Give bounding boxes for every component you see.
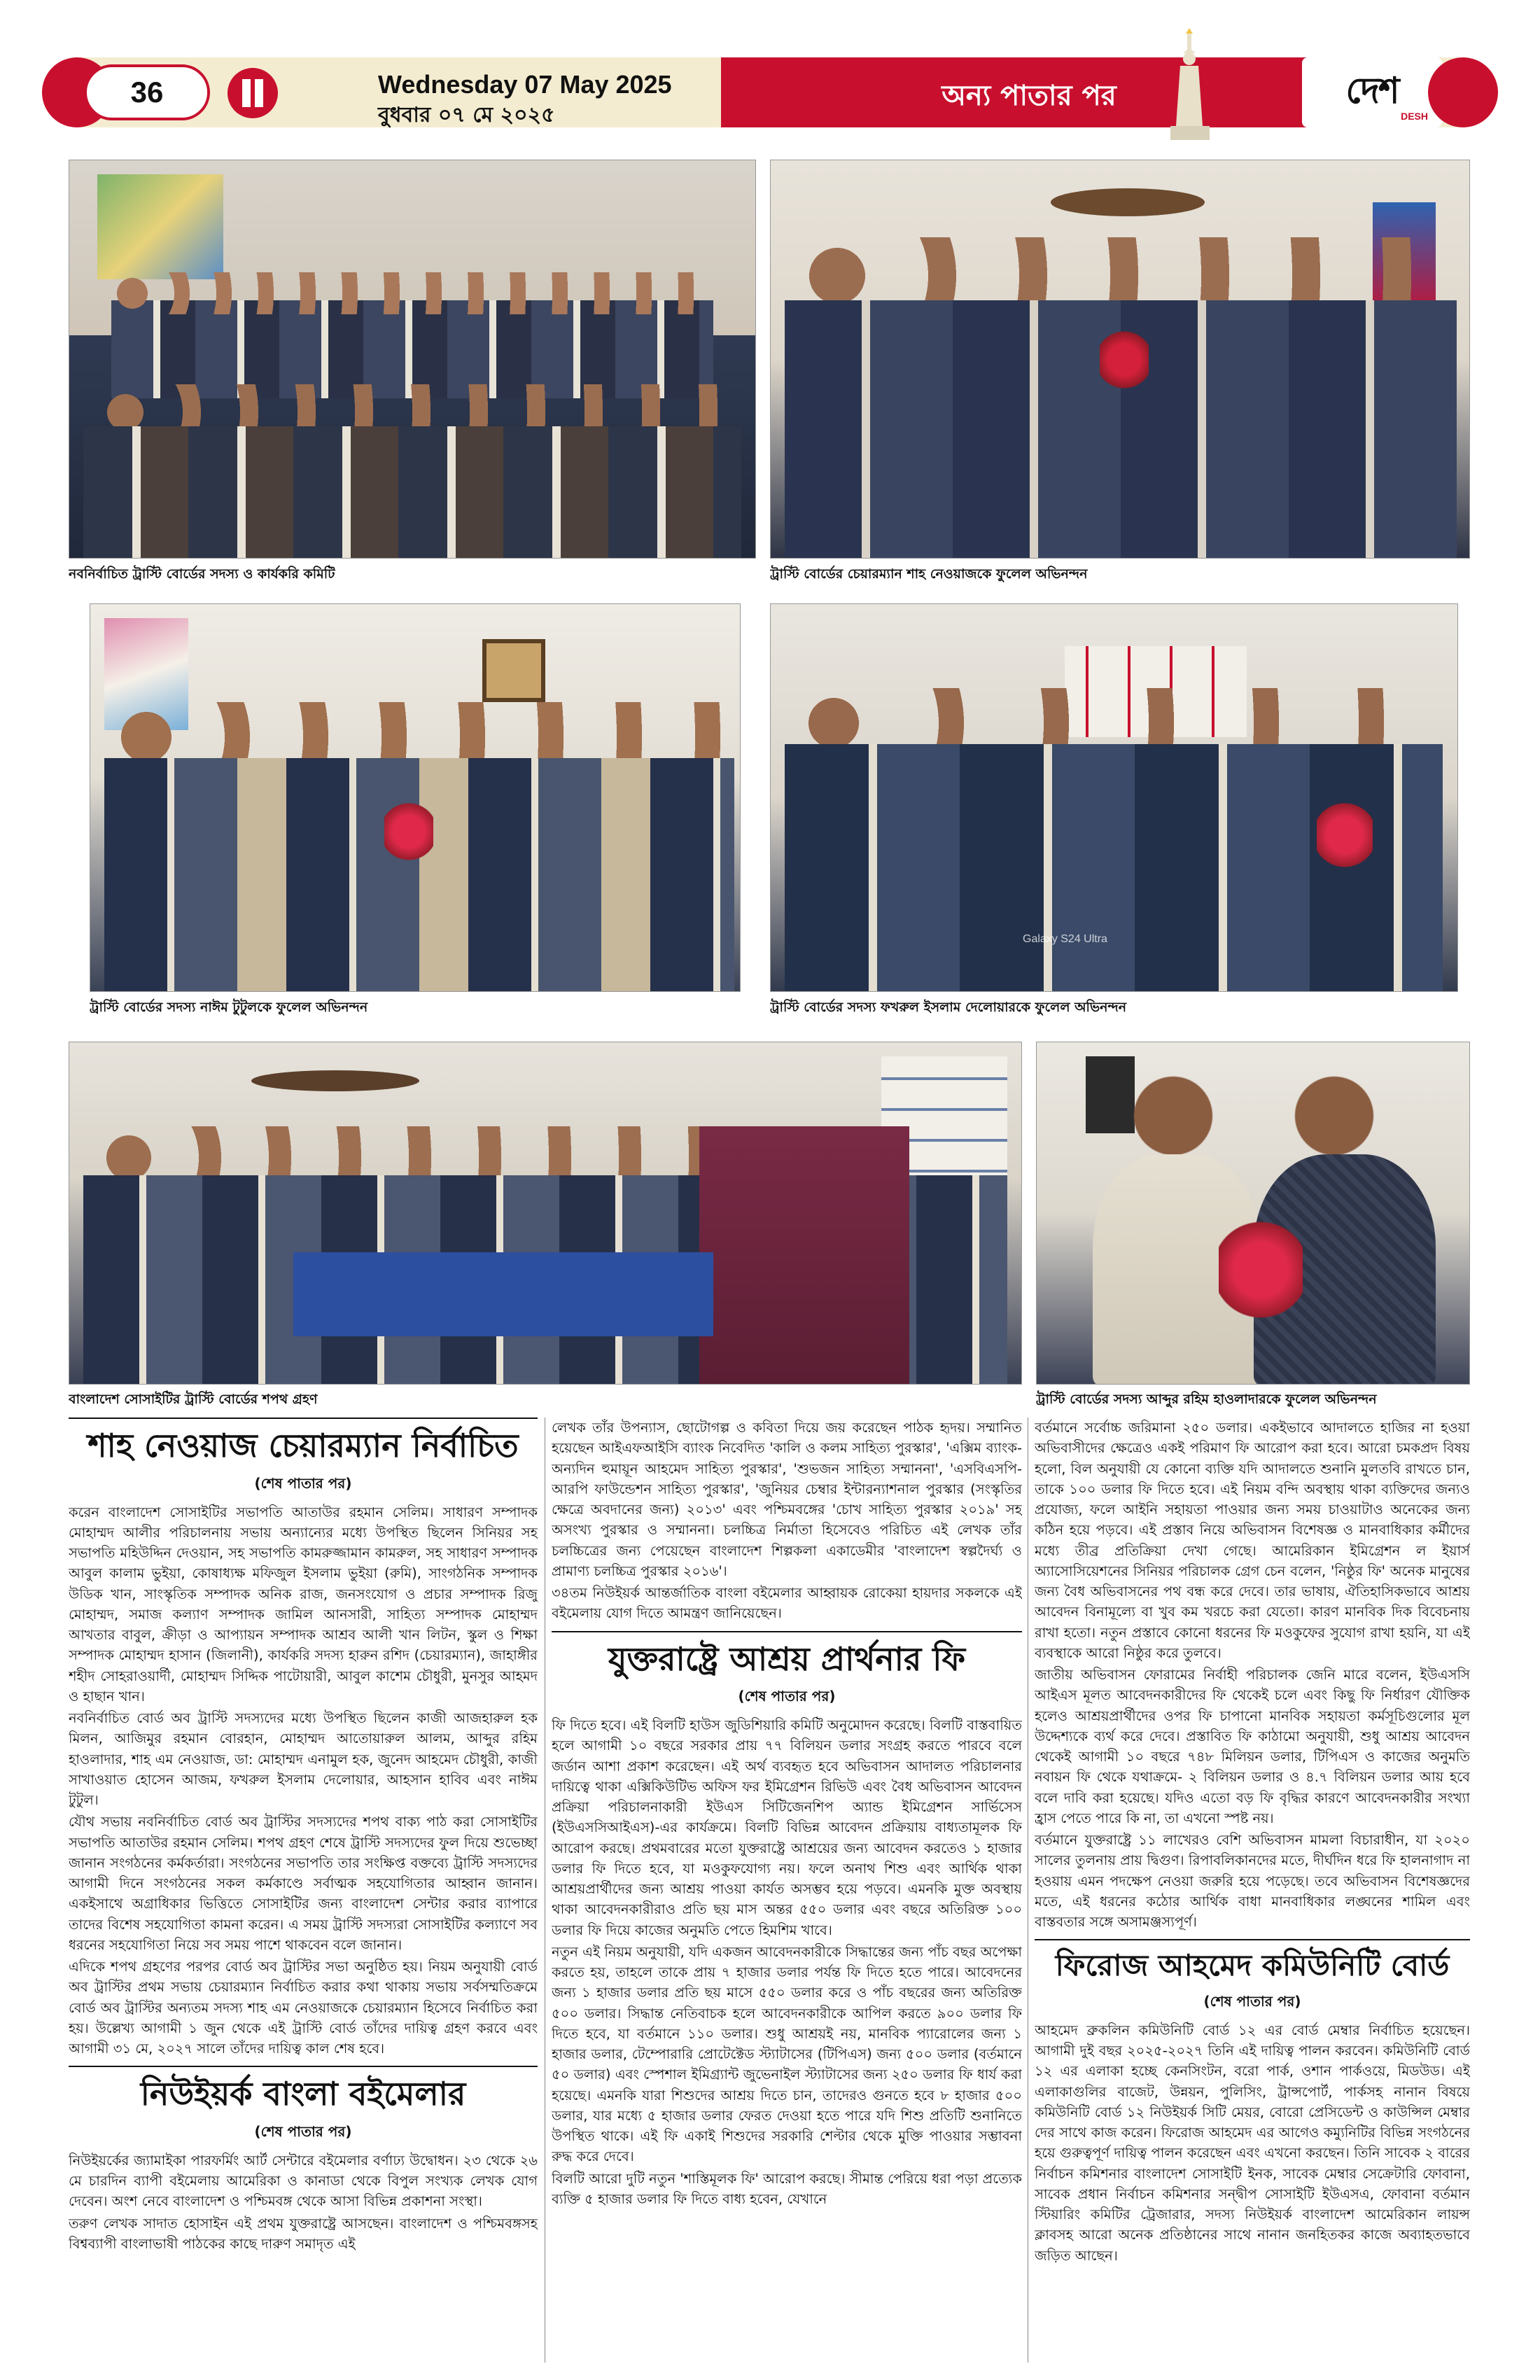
statue-of-liberty-icon [1155, 28, 1225, 140]
masthead [0, 0, 1540, 140]
article-body-continued [552, 1418, 1022, 1624]
article-paragraph: তরুণ লেখক সাদাত হোসাইন এই প্রথম যুক্তরাষ্ট্রে আসছেন। বাংলাদেশ ও পশ্চিমবঙ্গসহ বিশ্বব্যাপী বাংলাভাষী পাঠকের কাছে দারুণ সমাদৃত এই [69, 2215, 538, 2252]
brand-emblem-icon [227, 68, 278, 118]
photo-caption: ট্রাস্টি বোর্ডের চেয়ারম্যান শাহ নেওয়াজকে ফুলেল অভিনন্দন [770, 566, 1088, 582]
article-shah-newaz [69, 1418, 538, 2059]
section-title: অন্য পাতার পর [941, 80, 1116, 112]
photo-caption: বাংলাদেশ সোসাইটির ট্রাস্টি বোর্ডের শপথ গ্রহণ [69, 1392, 318, 1407]
article-paragraph: বিলটি আরো দুটি নতুন 'শাস্তিমূলক ফি' আরোপ করছে। সীমান্ত পেরিয়ে ধরা পড়া প্রত্যেক ব্যক্তি ৫ হাজার ডলার ফি দিতে বাধ্য হবেন, যেখানে [552, 2170, 1022, 2207]
article-paragraph: বর্তমানে যুক্তরাষ্ট্রে ১১ লাখেরও বেশি অভিবাসন মামলা বিচারাধীন, যা ২০২০ সালের তুলনায় প্রায় দ্বিগুণ। রিপাবলিকানদের মতে, দীর্ঘদিন ধরে ফি হালনাগাদ না হওয়ায় এমন পদক্ষেপ নেওয়া জরুরি হয়ে পড়েছে। তবে অভিবাসন বিশেষজ্ঞদের মতে, এই ধরনের কঠোর আর্থিক বাধা মানবাধিকার লঙ্ঘনের শামিল এবং বাস্তবতার সঙ্গে অসামঞ্জস্যপূর্ণ। [1035, 1832, 1470, 1930]
photo-caption: ট্রাস্টি বোর্ডের সদস্য ফখরুল ইসলাম দেলোয়ারকে ফুলেল অভিনন্দন [770, 1000, 1127, 1015]
article-headline: শাহ নেওয়াজ চেয়ারম্যান নির্বাচিত [88, 1427, 519, 1464]
photo-chairman-flowers [770, 160, 1470, 559]
page-number: 36 [84, 64, 210, 120]
article-headline: নিউইয়র্ক বাংলা বইমেলার [140, 2075, 466, 2113]
article-paragraph: করেন বাংলাদেশ সোসাইটির সভাপতি আতাউর রহমান সেলিম। সাধারণ সম্পাদক মোহাম্মদ আলীর পরিচালনায় সভায় অন্যান্যের মধ্যে উপস্থিত ছিলেন সিনিয়র সহ সভাপতি মহিউদ্দিন দেওয়ান, সহ সভাপতি কামরুজ্জামান কামরুল, সহ সাধারণ সম্পাদক আবুল কালাম ভুইয়া, কোষাধ্যক্ষ মফিজুল ইসলাম ভুইয়া (রুমি), সাংগঠনিক সম্পাদক উডিক খান, সাংস্কৃতিক সম্পাদক অনিক রাজ, জনসংযোগ ও প্রচার সম্পাদক রিজু মোহাম্মদ, সমাজ কল্যাণ সম্পাদক জামিল আনসারী, সাহিত্য সম্পাদক মোহাম্মদ আখতার বাবুল, ক্রীড়া ও আপ্যায়ন সম্পাদক আশ্রব আলী খান লিটন, স্কুল ও শিক্ষা সম্পাদক মোহাম্মদ হাসান (জিলানী), কার্যকরি সদস্য হারুন রশিদ (চেয়ারম্যান), জাহাঙ্গীর শহীদ সোহরাওয়ার্দী, মোহাম্মদ সিদ্দিক পাটোয়ারী, আবুল কাশেম চৌধুরী, মুনসুর আহমদ ও হাছান খান। [69, 1504, 538, 1704]
column-2 [552, 1418, 1022, 2362]
article-body-continued [1035, 1418, 1470, 1932]
article-paragraph: নিউইয়র্কের জ্যামাইকা পারফর্মিং আর্ট সেন্টারে বইমেলার বর্ণাঢ্য উদ্বোধন। ২৩ থেকে ২৬ মে চারদিন ব্যাপী বইমেলায় আমেরিকা ও কানাডা থেকে বিপুল সংখ্যক লেখক যোগ দেবেন। অংশ নেবে বাংলাদেশ ও পশ্চিমবঙ্গ থেকে আসা বিভিন্ন প্রকাশনা সংস্থা। [69, 2152, 538, 2210]
photo-fakhrul-islam-flowers [770, 603, 1458, 992]
masthead-right-cap [1428, 57, 1498, 127]
article-body [69, 1502, 538, 2059]
logo-subtext: DESH [1401, 111, 1428, 122]
article-body [1035, 2020, 1470, 2266]
article-body [69, 2150, 538, 2254]
article-paragraph: নবনির্বাচিত বোর্ড অব ট্রাস্টি সদস্যদের মধ্যে উপস্থিত ছিলেন কাজী আজহারুল হক মিলন, আজিমুর রহমান বোরহান, মোহাম্মদ আতোয়ারুল আলম, আব্দুর রহিম হাওলাদার, শাহ এম নেওয়াজ, ডা: মোহাম্মদ এনামুল হক, জুনেদ আহমেদ চৌধুরী, কাজী সাখাওয়াত হোসেন আজম, ফখরুল ইসলাম দেলোয়ার, আহসান হাবিব এবং নাঈম টুটুল। [69, 1710, 538, 1808]
article-continuation-note: (শেষ পাতার পর) [254, 1474, 352, 1492]
article-paragraph: যৌথ সভায় নবনির্বাচিত বোর্ড অব ট্রাস্টির সদস্যদের শপথ বাক্য পাঠ করা সোসাইটির সভাপতি আতাউর রহমান সেলিম। শপথ গ্রহণ শেষে ট্রাস্টি সদস্যদের ফুল দিয়ে শুভেচ্ছা জানান সংগঠনের কর্মকর্তারা। সংগঠনের সভাপতি তার সংক্ষিপ্ত বক্তব্যে ট্রাস্টি সদস্যদের আগামী দিনে সংগঠনের সকল কর্মকাণ্ডে সর্বাত্মক সহযোগিতার আহ্বান জানান। একইসাথে অগ্রাধিকার ভিত্তিতে সোসাইটির জন্য বাংলাদেশ সেন্টার করার ব্যাপারে তাদের বিশেষ সহযোগিতা কামনা করেন। এ সময় ট্রাস্টি সদস্যরা সোসাইটির কল্যাণে সব ধরনের সহযোগিতা নিয়ে সব সময় পাশে থাকবেন বলে জানান। [69, 1814, 538, 1953]
article-headline: যুক্তরাষ্ট্রে আশ্রয় প্রার্থনার ফি [608, 1639, 966, 1678]
photo-oath-ceremony [69, 1042, 1022, 1385]
photo-group-committee [69, 160, 756, 559]
article-paragraph: ফি দিতে হবে। এই বিলটি হাউস জুডিশিয়ারি কমিটি অনুমোদন করেছে। বিলটি বাস্তবায়িত হলে আগামী ১০ বছরে সরকার প্রায় ৭৭ বিলিয়ন ডলার সংগ্রহ করতে পারবে বলে জর্ডান আশা প্রকাশ করেছেন। এই অর্থ ব্যবহৃত হবে অভিবাসন আদালত পরিচালনার দায়িত্বে থাকা এক্সিকিউটিভ অফিস ফর ইমিগ্রেশন রিভিউ এবং বৈধ অভিবাসন আবেদন প্রক্রিয়া পরিচালনাকারী ইউএস সিটিজেনশিপ অ্যান্ড ইমিগ্রেশন সার্ভিসেস (ইউএসসিআইএস)-এর কার্যক্রমে। বিলটি বিভিন্ন আবেদন প্রক্রিয়ায় বাধ্যতামূলক ফি আরোপ করছে। প্রথমবারের মতো যুক্তরাষ্ট্রে আশ্রয়ের জন্য আবেদন করতেও ১ হাজার ডলার ফি দিতে হবে, যা মওকুফযোগ্য নয়। ফলে অনাথ শিশু এবং আর্থিক থাকা আশ্রয়প্রার্থীদের জন্য আশ্রয় পাওয়া কার্যত অসম্ভব হয়ে পড়বে। এমনকি মুক্ত অবস্থায় থাকা আবেদনকারীরাও প্রতি ছয় মাস অন্তর ৫৫০ ডলার এবং বছরে অতিরিক্ত ১০০ ডলার ফি দিয়ে কাজের অনুমতি পেতে হিমশিম খাবে। [552, 1717, 1022, 1938]
date-bengali: বুধবার ০৭ মে ২০২৫ [378, 103, 555, 127]
article-paragraph: বর্তমানে সর্বোচ্চ জরিমানা ২৫০ ডলার। একইভাবে আদালতে হাজির না হওয়া অভিবাসীদের ক্ষেত্রেও একই পরিমাণ ফি আরোপ করা হবে। আরো চমকপ্রদ বিষয় হলো, বিল অনুযায়ী যে কোনো ব্যক্তি যদি আদালতে শুনানি মুলতবি রাখতে চান, তাকে ১০০ ডলার ফি দিতে হবে। এই নিয়ম বন্দি অবস্থায় থাকা ব্যক্তিদের জন্যও প্রযোজ্য, ফলে আইনি সহায়তা পাওয়ার জন্য সময় চাওয়াটাও অনেকের জন্য কঠিন হয়ে পড়বে। এই প্রস্তাব নিয়ে অভিবাসন বিশেষজ্ঞ ও মানবাধিকার কর্মীদের মধ্যে তীব্র প্রতিক্রিয়া দেখা গেছে। আমেরিকান ইমিগ্রেশন ল ইয়ার্স অ্যাসোসিয়েশনের সিনিয়র পরিচালক গ্রেগ চেন বলেন, 'নিষ্ঠুর ফি' অনেক মানুষের জন্য বৈধ অভিবাসনের পথ বন্ধ করে দেবে। তার ভাষায়, ঐতিহাসিকভাবে আশ্রয় আবেদন বিনামূল্যে বা খুব কম খরচে করা যেতো। কারণ মানবিক দিক বিবেচনায় রাখা হতো। নতুন প্রস্তাবে কোনো ধরনের ফি মওকুফের সুযোগ রাখা হয়নি, যা এই ব্যবস্থাকে আরো নিষ্ঠুর করে তুলবে। [1035, 1420, 1470, 1661]
photo-naim-tutul-flowers [90, 603, 741, 992]
article-paragraph: নতুন এই নিয়ম অনুযায়ী, যদি একজন আবেদনকারীকে সিদ্ধান্তের জন্য পাঁচ বছর অপেক্ষা করতে হয়, তাহলে তাকে প্রায় ৭ হাজার ডলার পর্যন্ত ফি দিতে হতে পারে। আবেদনের জন্য ১ হাজার ডলার প্রতি ছয় মাসে ৫৫০ ডলার করে ও পাঁচ বছরের জন্য অতিরিক্ত ৫০০ ডলার। সিদ্ধান্ত নেতিবাচক হলে আবেদনকারীকে আপিল করতে ৯০০ ডলার ফি দিতে হবে, যা বর্তমানে ১১০ ডলার। শুধু আশ্রয়ই নয়, মানবিক প্যারোলের জন্য ১ হাজার ডলার, টেম্পোরারি প্রোটেক্টেড স্ট্যাটাসের (টিপিএস) জন্য ৫০০ ডলার (বর্তমানে ৫০ ডলার) এবং স্পেশাল ইমিগ্র্যান্ট জুভেনাইল স্ট্যাটাসের জন্য ২৫০ ডলার ফি ধার্য করা হয়েছে। এমনকি যারা শিশুদের আশ্রয় দিতে চান, তাদেরও গুনতে হবে ৮ হাজার ৫০০ ডলার, যার মধ্যে ৫ হাজার ডলার ফেরত দেওয়া হতে পারে যদি শিশু প্রতিটি শুনানিতে উপস্থিত থাকে। এই ফি একাই শিশুদের সরকারি শেল্টার থেকে মুক্তি পাওয়ার সম্ভাবনা রুদ্ধ করে দেবে। [552, 1943, 1022, 2165]
column-3 [1035, 1418, 1470, 2362]
article-continuation-note: (শেষ পাতার পর) [738, 1688, 836, 1704]
article-paragraph: জাতীয় অভিবাসন ফোরামের নির্বাহী পরিচালক জেনি মারে বলেন, ইউএসসি আইএস মূলত আবেদনকারীদের ফি থেকেই চলে এবং কিছু ফি নির্ধারণ যৌক্তিক হলেও আশ্রয়প্রার্থীদের ওপর ফি চাপানো মানবিক সহায়তা কর্মসূচিগুলোর মূল উদ্দেশ্যকে ব্যর্থ করে দেবে। প্রস্তাবিত ফি কাঠামো অনুযায়ী, শুধু আশ্রয় আবেদন থেকেই আগামী ১০ বছরে ৭৪৮ মিলিয়ন ডলার, টিপিএস ও কাজের অনুমতি নবায়ন ফি থেকে যথাক্রমে- ২ বিলিয়ন ডলার ও ৪.৭ বিলিয়ন ডলার আয় হবে বলে দাবি করা হয়েছে। যদিও এতো বড় ফি বৃদ্ধির কারণে আবেদনকারীর সংখ্যা হ্রাস পেতে পারে কি না, তা এখনো স্পষ্ট নয়। [1035, 1667, 1470, 1826]
article-paragraph: ৩৪তম নিউইয়র্ক আন্তর্জাতিক বাংলা বইমেলার আহ্বায়ক রোকেয়া হায়দার সকলকে এই বইমেলায় যোগ দিতে আমন্ত্রণ জানিয়েছেন। [552, 1585, 1022, 1622]
date-english: Wednesday 07 May 2025 [378, 70, 672, 99]
article-boimela [69, 2066, 538, 2254]
article-paragraph: লেখক তাঁর উপন্যাস, ছোটোগল্প ও কবিতা দিয়ে জয় করেছেন পাঠক হৃদয়। সম্মানিত হয়েছেন আইএফআইসি ব্যাংক নিবেদিত 'কালি ও কলম সাহিত্য পুরস্কার', 'এক্সিম ব্যাংক-অন্যদিন হুমায়ূন আহমেদ সাহিত্য পুরস্কার', 'শুভজন সাহিত্য সম্মাননা', 'এসবিএসপি-আরপি ফাউন্ডেশন সাহিত্য পুরস্কার', 'জুনিয়র চেম্বার ইন্টারন্যাশনাল পুরস্কার (সংস্কৃতির ক্ষেত্রে অবদানের জন্য) ২০১৩' এবং পশ্চিমবঙ্গের 'চোখ সাহিত্য পুরস্কার ২০১৯' সহ অসংখ্য পুরস্কার ও সম্মাননা। চলচ্চিত্র নির্মাতা হিসেবেও পরিচিত এই লেখক তাঁর চলচ্চিত্রের জন্য পেয়েছেন বাংলাদেশ শিল্পকলা একাডেমীর 'বাংলাদেশ স্বল্পদৈর্ঘ্য ও প্রামাণ্য চলচ্চিত্র পুরস্কার ২০১৬'। [552, 1420, 1022, 1579]
article-continuation-note: (শেষ পাতার পর) [1203, 1992, 1301, 2010]
article-continuation-note: (শেষ পাতার পর) [254, 2122, 352, 2140]
article-asylum-fee [552, 1631, 1022, 2210]
photo-caption: ট্রাস্টি বোর্ডের সদস্য আব্দুর রহিম হাওলাদারকে ফুলেল অভিনন্দন [1036, 1392, 1377, 1407]
photo-caption: নবনির্বাচিত ট্রাস্টি বোর্ডের সদস্য ও কার্যকরি কমিটি [69, 566, 335, 582]
article-body [552, 1715, 1022, 2209]
camera-watermark: Galaxy S24 Ultra [1023, 933, 1107, 945]
article-firoz-ahmed [1035, 1939, 1470, 2266]
column-1 [69, 1418, 538, 2362]
logo-text: দেশ [1345, 69, 1399, 112]
article-paragraph: এদিকে শপথ গ্রহণের পরপর বোর্ড অব ট্রাস্টির সভা অনুষ্ঠিত হয়। নিয়ম অনুযায়ী বোর্ড অব ট্রাস্টির প্রথম সভায় চেয়ারম্যান নির্বাচিত করার কথা থাকায় সভায় সর্বসম্মতিক্রমে বোর্ড অব ট্রাস্টির অন্যতম সদস্য শাহ এম নেওয়াজকে চেয়ারম্যান হিসেবে নির্বাচিত করা হয়। উল্লেখ্য আগামী ১ জুন থেকে এই ট্রাস্টি বোর্ড তাঁদের দায়িত্ব গ্রহণ করবে এবং আগামী ৩১ মে, ২০২৭ সালে তাঁদের দায়িত্ব কাল শেষ হবে। [69, 1959, 538, 2057]
photo-caption: ট্রাস্টি বোর্ডের সদস্য নাঈম টুটুলকে ফুলেল অভিনন্দন [90, 1000, 368, 1015]
article-headline: ফিরোজ আহমেদ কমিউনিটি বোর্ড [1055, 1948, 1450, 1983]
article-paragraph: আহমেদ ব্রুকলিন কমিউনিটি বোর্ড ১২ এর বোর্ড মেম্বার নির্বাচিত হয়েছেন। আগামী দুই বছর ২০২৫-২০২৭ তিনি এই দায়িত্ব পালন করবেন। কমিউনিটি বোর্ড ১২ এর এলাকা হচ্ছে কেনসিংটন, বরো পার্ক, ওশান পার্কওয়ে, মিডউড। এই এলাকাগুলির বাজেট, উন্নয়ন, পুলিসিং, ট্রান্সপোর্ট, পার্কসহ নানান বিষয়ে কমিউনিটি বোর্ড ১২ নিউইয়র্ক সিটি মেয়র, বোরো প্রেসিডেন্ট ও কাউন্সিল মেম্বার দের সাথে কাজ করেন। ফিরোজ আহমেদ এর আগেও কম্যুনিটির বিভিন্ন সংগঠনের হয়ে গুরুত্বপূর্ণ দায়িত্ব পালন করেছেন এবং এখনো করছেন। তিনি সাবেক ২ বারের নির্বাচন কমিশনার বাংলাদেশ সোসাইটি ইনক, সাবেক মেম্বার সেক্রেটারি ফোবানা, সাবেক প্রধান নির্বাচন কমিশনার সন্দ্বীপ সোসাইটি ইউএসএ, ফোবানা বর্তমান স্টিয়ারিং কমিটির ট্রেজারার, সদস্য নিউইয়র্ক বাংলাদেশ আমেরিকান লায়ন্স ক্লাবসহ আরো অনেক প্রতিষ্ঠানের সাথে নানান জনহিতকর কাজে অব্যাহতভাবে জড়িত আছেন। [1035, 2022, 1470, 2264]
photo-abdur-rahim-flowers [1036, 1042, 1470, 1385]
logo [1302, 57, 1442, 127]
